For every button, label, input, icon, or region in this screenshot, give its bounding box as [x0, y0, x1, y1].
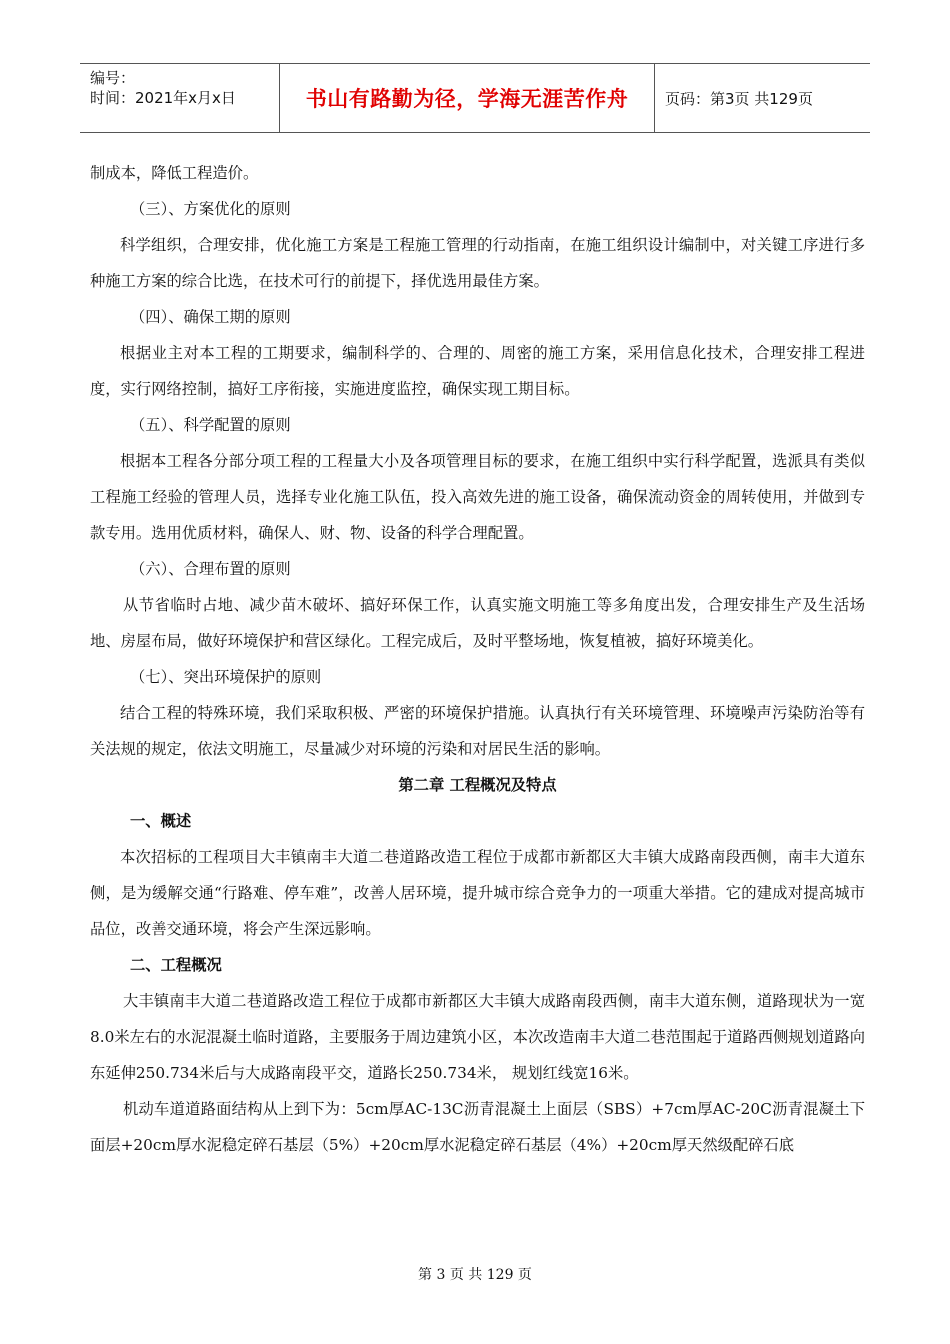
section-title: （四）、确保工期的原则	[130, 308, 291, 326]
chapter-title: 第二章 工程概况及特点	[398, 776, 557, 794]
doc-number-label: 编号：	[90, 69, 136, 87]
paragraph: 大丰镇南丰大道二巷道路改造工程位于成都市新都区大丰镇大成路南段西侧，南丰大道东侧，道路现状为一宽8.0米左右的水泥混凝土临时道路，主要服务于周边建筑小区，本次改造南丰大道二巷范围起于道路西侧规划道路向东延伸250.734米后与大成路南段平交，道路长250.734米， 规划红线宽16米。	[90, 992, 865, 1082]
paragraph: 科学组织，合理安排，优化施工方案是工程施工管理的行动指南，在施工组织设计编制中，对关键工序进行多种施工方案的综合比选，在技术可行的前提下，择优选用最佳方案。	[90, 236, 865, 290]
section-title: （三）、方案优化的原则	[130, 200, 291, 218]
paragraph: 制成本，降低工程造价。	[90, 164, 259, 182]
doc-time-label: 时间：2021年x月x日	[90, 89, 236, 107]
paragraph: 根据业主对本工程的工期要求，编制科学的、合理的、周密的施工方案，采用信息化技术，合理安排工程进度，实行网络控制，搞好工序衔接，实施进度监控，确保实现工期目标。	[90, 344, 865, 398]
section-title: （六）、合理布置的原则	[130, 560, 291, 578]
header-motto: 书山有路勤为径，学海无涯苦作舟	[280, 64, 655, 132]
paragraph: 结合工程的特殊环境，我们采取积极、严密的环境保护措施。认真执行有关环境管理、环境噪声污染防治等有关法规的规定，依法文明施工，尽量减少对环境的污染和对居民生活的影响。	[90, 704, 865, 758]
section-title: （七）、突出环境保护的原则	[130, 668, 322, 686]
header-page-label: 页码：第3页 共129页	[665, 89, 813, 108]
document-body	[90, 155, 865, 1163]
paragraph: 从节省临时占地、减少苗木破坏、搞好环保工作，认真实施文明施工等多角度出发，合理安排生产及生活场地、房屋布局，做好环境保护和营区绿化。工程完成后，及时平整场地，恢复植被，搞好环境美化。	[90, 596, 865, 650]
heading: 二、工程概况	[130, 956, 222, 974]
page-header	[80, 63, 870, 133]
paragraph: 根据本工程各分部分项工程的工程量大小及各项管理目标的要求，在施工组织中实行科学配置，选派具有类似工程施工经验的管理人员，选择专业化施工队伍，投入高效先进的施工设备，确保流动资金的周转使用，并做到专款专用。选用优质材料，确保人、财、物、设备的科学合理配置。	[90, 452, 865, 542]
header-meta	[80, 64, 280, 132]
page-footer: 第 3 页 共 129 页	[418, 1267, 532, 1283]
heading: 一、概述	[130, 812, 192, 830]
paragraph: 本次招标的工程项目大丰镇南丰大道二巷道路改造工程位于成都市新都区大丰镇大成路南段西侧，南丰大道东侧，是为缓解交通“行路难、停车难”，改善人居环境，提升城市综合竞争力的一项重大举措。它的建成对提高城市品位，改善交通环境，将会产生深远影响。	[90, 848, 865, 938]
section-title: （五）、科学配置的原则	[130, 416, 291, 434]
paragraph: 机动车道道路面结构从上到下为：5cm厚AC-13C沥青混凝土上面层（SBS）+7cm厚AC-20C沥青混凝土下面层+20cm厚水泥稳定碎石基层（5%）+20cm厚水泥稳定碎石基层（4%）+20cm厚天然级配碎石底	[90, 1100, 865, 1154]
